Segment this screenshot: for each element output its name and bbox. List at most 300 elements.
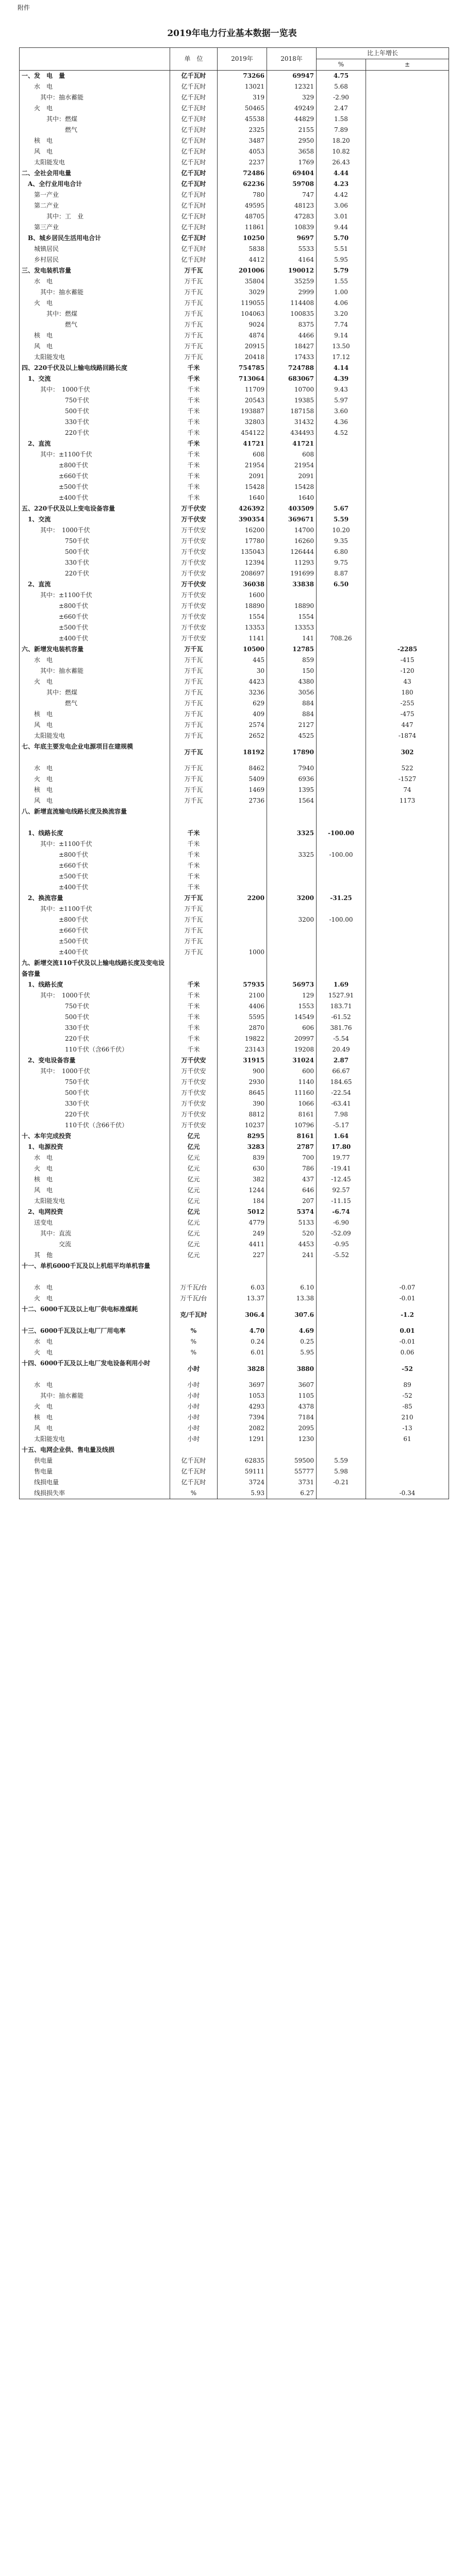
row-growth-pct: -61.52 bbox=[317, 1012, 366, 1023]
row-value-2019: 382 bbox=[218, 1174, 267, 1185]
row-value-2019: 1141 bbox=[218, 633, 267, 644]
row-value-2018: 12321 bbox=[267, 81, 317, 92]
row-growth-delta bbox=[366, 904, 449, 914]
row-growth-pct bbox=[317, 741, 366, 763]
row-value-2018: 2950 bbox=[267, 135, 317, 146]
row-value-2019: 1291 bbox=[218, 1434, 267, 1445]
row-unit: % bbox=[170, 1326, 218, 1336]
row-item-name: 其中： 1000千伏 bbox=[20, 525, 170, 536]
row-growth-pct: 13.50 bbox=[317, 341, 366, 352]
row-value-2018: 4.69 bbox=[267, 1326, 317, 1336]
row-value-2019: 306.4 bbox=[218, 1304, 267, 1326]
row-unit: 千米 bbox=[170, 1023, 218, 1033]
row-growth-pct bbox=[317, 1380, 366, 1391]
row-growth-pct: 8.87 bbox=[317, 568, 366, 579]
row-growth-delta bbox=[366, 190, 449, 200]
row-unit: 万千瓦/台 bbox=[170, 1282, 218, 1293]
row-growth-pct bbox=[317, 1282, 366, 1293]
row-unit: 千米 bbox=[170, 406, 218, 417]
row-growth-pct: 1.64 bbox=[317, 1131, 366, 1142]
row-item-name: 220千伏 bbox=[20, 428, 170, 438]
row-item-name: 其中：±1100千伏 bbox=[20, 590, 170, 601]
table-row bbox=[20, 601, 449, 612]
row-growth-pct bbox=[317, 947, 366, 958]
row-value-2018: 724788 bbox=[267, 363, 317, 374]
row-growth-delta: -52 bbox=[366, 1358, 449, 1380]
row-growth-delta bbox=[366, 1044, 449, 1055]
row-unit: 万千伏安 bbox=[170, 1066, 218, 1077]
row-growth-pct: -0.21 bbox=[317, 1477, 366, 1488]
row-value-2019: 390354 bbox=[218, 514, 267, 525]
row-growth-pct: -22.54 bbox=[317, 1088, 366, 1098]
table-row bbox=[20, 222, 449, 233]
row-unit: 万千伏安 bbox=[170, 1088, 218, 1098]
row-value-2019: 3029 bbox=[218, 287, 267, 298]
row-growth-delta: 180 bbox=[366, 687, 449, 698]
row-growth-pct: 5.95 bbox=[317, 255, 366, 265]
row-item-name: ±800千伏 bbox=[20, 460, 170, 471]
row-item-name: 火 电 bbox=[20, 774, 170, 785]
row-unit: 亿千瓦时 bbox=[170, 179, 218, 190]
row-value-2019: 12394 bbox=[218, 557, 267, 568]
row-growth-pct bbox=[317, 1412, 366, 1423]
row-item-name: 其中：抽水蓄能 bbox=[20, 92, 170, 103]
row-growth-pct bbox=[317, 666, 366, 676]
row-growth-delta bbox=[366, 1001, 449, 1012]
row-item-name: 售电量 bbox=[20, 1466, 170, 1477]
row-value-2019: 3487 bbox=[218, 135, 267, 146]
row-value-2019: 608 bbox=[218, 449, 267, 460]
row-unit: 亿元 bbox=[170, 1250, 218, 1261]
row-value-2019: 73266 bbox=[218, 71, 267, 82]
row-unit: 万千瓦 bbox=[170, 309, 218, 319]
row-value-2018 bbox=[267, 871, 317, 882]
row-value-2019: 5595 bbox=[218, 1012, 267, 1023]
row-unit: 万千伏安 bbox=[170, 601, 218, 612]
row-item-name: 线损电量 bbox=[20, 1477, 170, 1488]
row-value-2018: 403509 bbox=[267, 503, 317, 514]
row-growth-delta bbox=[366, 1466, 449, 1477]
table-row bbox=[20, 1477, 449, 1488]
row-unit: 万千瓦 bbox=[170, 330, 218, 341]
row-value-2018: 369671 bbox=[267, 514, 317, 525]
row-growth-pct: -100.00 bbox=[317, 914, 366, 925]
row-growth-delta bbox=[366, 1250, 449, 1261]
table-row bbox=[20, 255, 449, 265]
row-growth-pct bbox=[317, 763, 366, 774]
row-unit: 万千伏安 bbox=[170, 590, 218, 601]
row-growth-pct: 9.75 bbox=[317, 557, 366, 568]
row-value-2019: 3283 bbox=[218, 1142, 267, 1153]
row-value-2019: 17780 bbox=[218, 536, 267, 547]
table-row bbox=[20, 1023, 449, 1033]
row-growth-delta bbox=[366, 1455, 449, 1466]
row-item-name: ±800千伏 bbox=[20, 850, 170, 860]
row-value-2018: 3325 bbox=[267, 850, 317, 860]
row-value-2019: 754785 bbox=[218, 363, 267, 374]
row-unit: 亿千瓦时 bbox=[170, 1455, 218, 1466]
row-value-2019: 1244 bbox=[218, 1185, 267, 1196]
row-value-2018: 6936 bbox=[267, 774, 317, 785]
row-growth-delta bbox=[366, 503, 449, 514]
row-item-name: 其中：抽水蓄能 bbox=[20, 287, 170, 298]
row-value-2019: 5012 bbox=[218, 1207, 267, 1217]
row-value-2018: 5533 bbox=[267, 244, 317, 255]
table-row bbox=[20, 1347, 449, 1358]
row-unit: 亿千瓦时 bbox=[170, 81, 218, 92]
row-unit: 千米 bbox=[170, 363, 218, 374]
row-growth-delta: -13 bbox=[366, 1423, 449, 1434]
row-value-2019: 3724 bbox=[218, 1477, 267, 1488]
row-item-name: 火 电 bbox=[20, 298, 170, 309]
row-value-2019: 7394 bbox=[218, 1412, 267, 1423]
row-value-2019: 1640 bbox=[218, 493, 267, 503]
row-growth-pct bbox=[317, 601, 366, 612]
row-item-name: 太阳能发电 bbox=[20, 157, 170, 168]
table-row bbox=[20, 276, 449, 287]
table-row bbox=[20, 904, 449, 914]
table-row bbox=[20, 1455, 449, 1466]
row-growth-pct: -63.41 bbox=[317, 1098, 366, 1109]
row-unit: 千米 bbox=[170, 1033, 218, 1044]
row-unit: % bbox=[170, 1347, 218, 1358]
table-row bbox=[20, 493, 449, 503]
row-unit: 亿元 bbox=[170, 1185, 218, 1196]
row-value-2019: 4423 bbox=[218, 676, 267, 687]
row-value-2018: 3200 bbox=[267, 914, 317, 925]
row-value-2018: 7940 bbox=[267, 763, 317, 774]
row-growth-delta bbox=[366, 1153, 449, 1163]
row-growth-delta: 447 bbox=[366, 720, 449, 731]
row-growth-pct bbox=[317, 1261, 366, 1282]
row-value-2019: 20418 bbox=[218, 352, 267, 363]
row-growth-pct bbox=[317, 471, 366, 482]
row-growth-pct bbox=[317, 936, 366, 947]
row-growth-delta: -0.01 bbox=[366, 1293, 449, 1304]
table-row bbox=[20, 731, 449, 741]
row-item-name: 火 电 bbox=[20, 676, 170, 687]
row-item-name: 火 电 bbox=[20, 103, 170, 114]
row-value-2019: 4293 bbox=[218, 1401, 267, 1412]
row-value-2018: 1769 bbox=[267, 157, 317, 168]
table-row bbox=[20, 1434, 449, 1445]
row-growth-delta bbox=[366, 319, 449, 330]
table-row bbox=[20, 1077, 449, 1088]
row-value-2018: 2155 bbox=[267, 125, 317, 135]
row-growth-delta: 522 bbox=[366, 763, 449, 774]
row-unit: 千米 bbox=[170, 395, 218, 406]
row-item-name: 风 电 bbox=[20, 1423, 170, 1434]
row-value-2018 bbox=[267, 904, 317, 914]
row-growth-pct: 5.70 bbox=[317, 233, 366, 244]
row-value-2018: 786 bbox=[267, 1163, 317, 1174]
table-row bbox=[20, 763, 449, 774]
row-value-2019: 4411 bbox=[218, 1239, 267, 1250]
row-item-name: 太阳能发电 bbox=[20, 1196, 170, 1207]
row-unit: 亿元 bbox=[170, 1142, 218, 1153]
row-growth-delta: -1.2 bbox=[366, 1304, 449, 1326]
row-value-2019: 119055 bbox=[218, 298, 267, 309]
row-unit bbox=[170, 958, 218, 979]
row-value-2018: 13353 bbox=[267, 622, 317, 633]
row-unit: 千米 bbox=[170, 828, 218, 839]
row-growth-pct: 1.58 bbox=[317, 114, 366, 125]
row-item-name: 330千伏 bbox=[20, 417, 170, 428]
row-growth-pct bbox=[317, 1336, 366, 1347]
row-growth-delta bbox=[366, 449, 449, 460]
row-value-2019: 10500 bbox=[218, 644, 267, 655]
row-value-2019: 249 bbox=[218, 1228, 267, 1239]
row-growth-delta: 89 bbox=[366, 1380, 449, 1391]
table-row bbox=[20, 785, 449, 795]
row-value-2019: 630 bbox=[218, 1163, 267, 1174]
row-value-2018: 35259 bbox=[267, 276, 317, 287]
table-row bbox=[20, 1358, 449, 1380]
row-unit: 万千瓦 bbox=[170, 936, 218, 947]
row-growth-delta bbox=[366, 1109, 449, 1120]
row-growth-delta bbox=[366, 1033, 449, 1044]
row-unit: 亿千瓦时 bbox=[170, 222, 218, 233]
row-item-name: 水 电 bbox=[20, 1336, 170, 1347]
row-growth-delta bbox=[366, 179, 449, 190]
row-value-2019: 8812 bbox=[218, 1109, 267, 1120]
row-unit: 亿千瓦时 bbox=[170, 71, 218, 82]
row-value-2018: 69947 bbox=[267, 71, 317, 82]
row-value-2019 bbox=[218, 850, 267, 860]
row-item-name: ±660千伏 bbox=[20, 471, 170, 482]
row-growth-delta bbox=[366, 298, 449, 309]
row-growth-delta bbox=[366, 633, 449, 644]
row-value-2018: 3200 bbox=[267, 893, 317, 904]
row-value-2018 bbox=[267, 839, 317, 850]
row-growth-pct: -100.00 bbox=[317, 828, 366, 839]
row-unit: 千米 bbox=[170, 493, 218, 503]
table-row bbox=[20, 1066, 449, 1077]
row-growth-pct: -19.41 bbox=[317, 1163, 366, 1174]
row-growth-pct: 9.43 bbox=[317, 384, 366, 395]
row-growth-pct bbox=[317, 720, 366, 731]
row-growth-delta bbox=[366, 514, 449, 525]
row-item-name: 其中：抽水蓄能 bbox=[20, 1391, 170, 1401]
row-growth-delta bbox=[366, 1088, 449, 1098]
row-item-name: 其中：燃煤 bbox=[20, 687, 170, 698]
row-item-name: ±400千伏 bbox=[20, 947, 170, 958]
row-growth-pct: 5.67 bbox=[317, 503, 366, 514]
row-growth-pct bbox=[317, 925, 366, 936]
row-unit: 万千伏安 bbox=[170, 568, 218, 579]
row-growth-pct: 4.42 bbox=[317, 190, 366, 200]
table-row bbox=[20, 676, 449, 687]
row-item-name: A、全行业用电合计 bbox=[20, 179, 170, 190]
row-item-name: 五、220千伏及以上变电设备容量 bbox=[20, 503, 170, 514]
row-item-name: 送变电 bbox=[20, 1217, 170, 1228]
row-growth-delta bbox=[366, 81, 449, 92]
row-growth-pct bbox=[317, 774, 366, 785]
row-growth-pct bbox=[317, 644, 366, 655]
row-value-2019: 50465 bbox=[218, 103, 267, 114]
table-row bbox=[20, 1261, 449, 1282]
row-unit: 万千伏安 bbox=[170, 622, 218, 633]
row-unit: % bbox=[170, 1336, 218, 1347]
row-value-2019: 13.37 bbox=[218, 1293, 267, 1304]
row-value-2019: 11861 bbox=[218, 222, 267, 233]
row-unit: 万千瓦 bbox=[170, 731, 218, 741]
row-value-2019: 900 bbox=[218, 1066, 267, 1077]
row-growth-pct bbox=[317, 860, 366, 871]
row-growth-pct bbox=[317, 731, 366, 741]
row-item-name: ±500千伏 bbox=[20, 871, 170, 882]
row-unit: 亿千瓦时 bbox=[170, 200, 218, 211]
row-growth-pct: 5.98 bbox=[317, 1466, 366, 1477]
row-value-2018: 434493 bbox=[267, 428, 317, 438]
row-value-2018: 5133 bbox=[267, 1217, 317, 1228]
row-item-name: 其中： 1000千伏 bbox=[20, 1066, 170, 1077]
row-value-2019: 2100 bbox=[218, 990, 267, 1001]
row-value-2018: 20997 bbox=[267, 1033, 317, 1044]
row-value-2018: 33838 bbox=[267, 579, 317, 590]
row-item-name: 燃气 bbox=[20, 698, 170, 709]
row-item-name: ±500千伏 bbox=[20, 482, 170, 493]
row-growth-pct: 1527.91 bbox=[317, 990, 366, 1001]
row-unit: 万千瓦 bbox=[170, 352, 218, 363]
row-growth-delta bbox=[366, 806, 449, 828]
table-row bbox=[20, 525, 449, 536]
table-row bbox=[20, 179, 449, 190]
table-row bbox=[20, 157, 449, 168]
row-value-2019: 2237 bbox=[218, 157, 267, 168]
row-unit: 万千瓦/台 bbox=[170, 1293, 218, 1304]
row-value-2019: 31915 bbox=[218, 1055, 267, 1066]
row-growth-pct: -31.25 bbox=[317, 893, 366, 904]
row-value-2018: 2091 bbox=[267, 471, 317, 482]
table-row bbox=[20, 103, 449, 114]
row-value-2019: 454122 bbox=[218, 428, 267, 438]
table-row bbox=[20, 114, 449, 125]
row-value-2018: 126444 bbox=[267, 547, 317, 557]
row-value-2019: 390 bbox=[218, 1098, 267, 1109]
table-row bbox=[20, 698, 449, 709]
row-unit: 亿元 bbox=[170, 1196, 218, 1207]
row-growth-pct bbox=[317, 438, 366, 449]
row-growth-delta bbox=[366, 92, 449, 103]
row-value-2018: 7184 bbox=[267, 1412, 317, 1423]
row-unit: 克/千瓦时 bbox=[170, 1304, 218, 1326]
row-value-2019: 426392 bbox=[218, 503, 267, 514]
table-row bbox=[20, 363, 449, 374]
row-growth-delta bbox=[366, 1477, 449, 1488]
row-growth-delta: -1874 bbox=[366, 731, 449, 741]
row-value-2018: 187158 bbox=[267, 406, 317, 417]
row-growth-delta bbox=[366, 1023, 449, 1033]
row-growth-delta bbox=[366, 493, 449, 503]
header-unit: 单 位 bbox=[170, 48, 218, 71]
row-item-name: 核 电 bbox=[20, 785, 170, 795]
row-item-name: 燃气 bbox=[20, 319, 170, 330]
row-item-name: 500千伏 bbox=[20, 547, 170, 557]
row-item-name: 其中：±1100千伏 bbox=[20, 449, 170, 460]
row-growth-delta bbox=[366, 244, 449, 255]
row-value-2019 bbox=[218, 1445, 267, 1455]
table-row bbox=[20, 384, 449, 395]
row-value-2019 bbox=[218, 914, 267, 925]
row-unit: 万千瓦 bbox=[170, 687, 218, 698]
row-value-2018: 10839 bbox=[267, 222, 317, 233]
row-growth-pct: -52.09 bbox=[317, 1228, 366, 1239]
table-row bbox=[20, 1445, 449, 1455]
row-item-name: 第一产业 bbox=[20, 190, 170, 200]
row-growth-delta bbox=[366, 925, 449, 936]
row-growth-pct bbox=[317, 1293, 366, 1304]
row-growth-delta bbox=[366, 1207, 449, 1217]
row-value-2018 bbox=[267, 936, 317, 947]
row-growth-pct: 17.80 bbox=[317, 1142, 366, 1153]
row-value-2019: 3828 bbox=[218, 1358, 267, 1380]
row-growth-delta bbox=[366, 547, 449, 557]
row-growth-delta: 1173 bbox=[366, 795, 449, 806]
row-unit: 千米 bbox=[170, 860, 218, 871]
table-row bbox=[20, 341, 449, 352]
table-row bbox=[20, 482, 449, 493]
row-item-name: ±800千伏 bbox=[20, 601, 170, 612]
row-value-2019: 2870 bbox=[218, 1023, 267, 1033]
row-unit: 亿千瓦时 bbox=[170, 135, 218, 146]
row-value-2018: 646 bbox=[267, 1185, 317, 1196]
row-growth-delta: 0.01 bbox=[366, 1326, 449, 1336]
row-growth-delta: 43 bbox=[366, 676, 449, 687]
table-row bbox=[20, 1088, 449, 1098]
row-growth-delta bbox=[366, 557, 449, 568]
row-unit: 万千瓦 bbox=[170, 644, 218, 655]
table-row bbox=[20, 146, 449, 157]
row-item-name: 其中： 1000千伏 bbox=[20, 384, 170, 395]
row-item-name: 330千伏 bbox=[20, 1098, 170, 1109]
table-row bbox=[20, 438, 449, 449]
row-unit: 万千伏安 bbox=[170, 1120, 218, 1131]
row-item-name: 其中：燃煤 bbox=[20, 114, 170, 125]
row-value-2018: 56973 bbox=[267, 979, 317, 990]
row-value-2018: 1105 bbox=[267, 1391, 317, 1401]
row-growth-pct: 2.87 bbox=[317, 1055, 366, 1066]
row-item-name: ±800千伏 bbox=[20, 914, 170, 925]
row-growth-pct: 10.82 bbox=[317, 146, 366, 157]
row-value-2019: 4412 bbox=[218, 255, 267, 265]
row-value-2018: 683067 bbox=[267, 374, 317, 384]
row-growth-pct bbox=[317, 839, 366, 850]
row-item-name: 其中：±1100千伏 bbox=[20, 904, 170, 914]
row-value-2018: 3658 bbox=[267, 146, 317, 157]
row-growth-pct: -6.90 bbox=[317, 1217, 366, 1228]
row-unit: 亿千瓦时 bbox=[170, 211, 218, 222]
table-row bbox=[20, 168, 449, 179]
row-value-2019: 201006 bbox=[218, 265, 267, 276]
row-item-name: 八、新增直流输电线路长度及换流容量 bbox=[20, 806, 170, 828]
row-value-2018: 307.6 bbox=[267, 1304, 317, 1326]
table-row bbox=[20, 309, 449, 319]
row-value-2018: 11293 bbox=[267, 557, 317, 568]
row-growth-delta bbox=[366, 406, 449, 417]
row-growth-pct: 4.39 bbox=[317, 374, 366, 384]
row-value-2019: 184 bbox=[218, 1196, 267, 1207]
row-unit: 万千瓦 bbox=[170, 287, 218, 298]
row-value-2018: 1066 bbox=[267, 1098, 317, 1109]
row-value-2019: 72486 bbox=[218, 168, 267, 179]
row-growth-pct: 184.65 bbox=[317, 1077, 366, 1088]
row-unit: 万千伏安 bbox=[170, 1055, 218, 1066]
table-row bbox=[20, 428, 449, 438]
row-growth-delta bbox=[366, 482, 449, 493]
row-value-2018: 207 bbox=[267, 1196, 317, 1207]
table-row bbox=[20, 190, 449, 200]
